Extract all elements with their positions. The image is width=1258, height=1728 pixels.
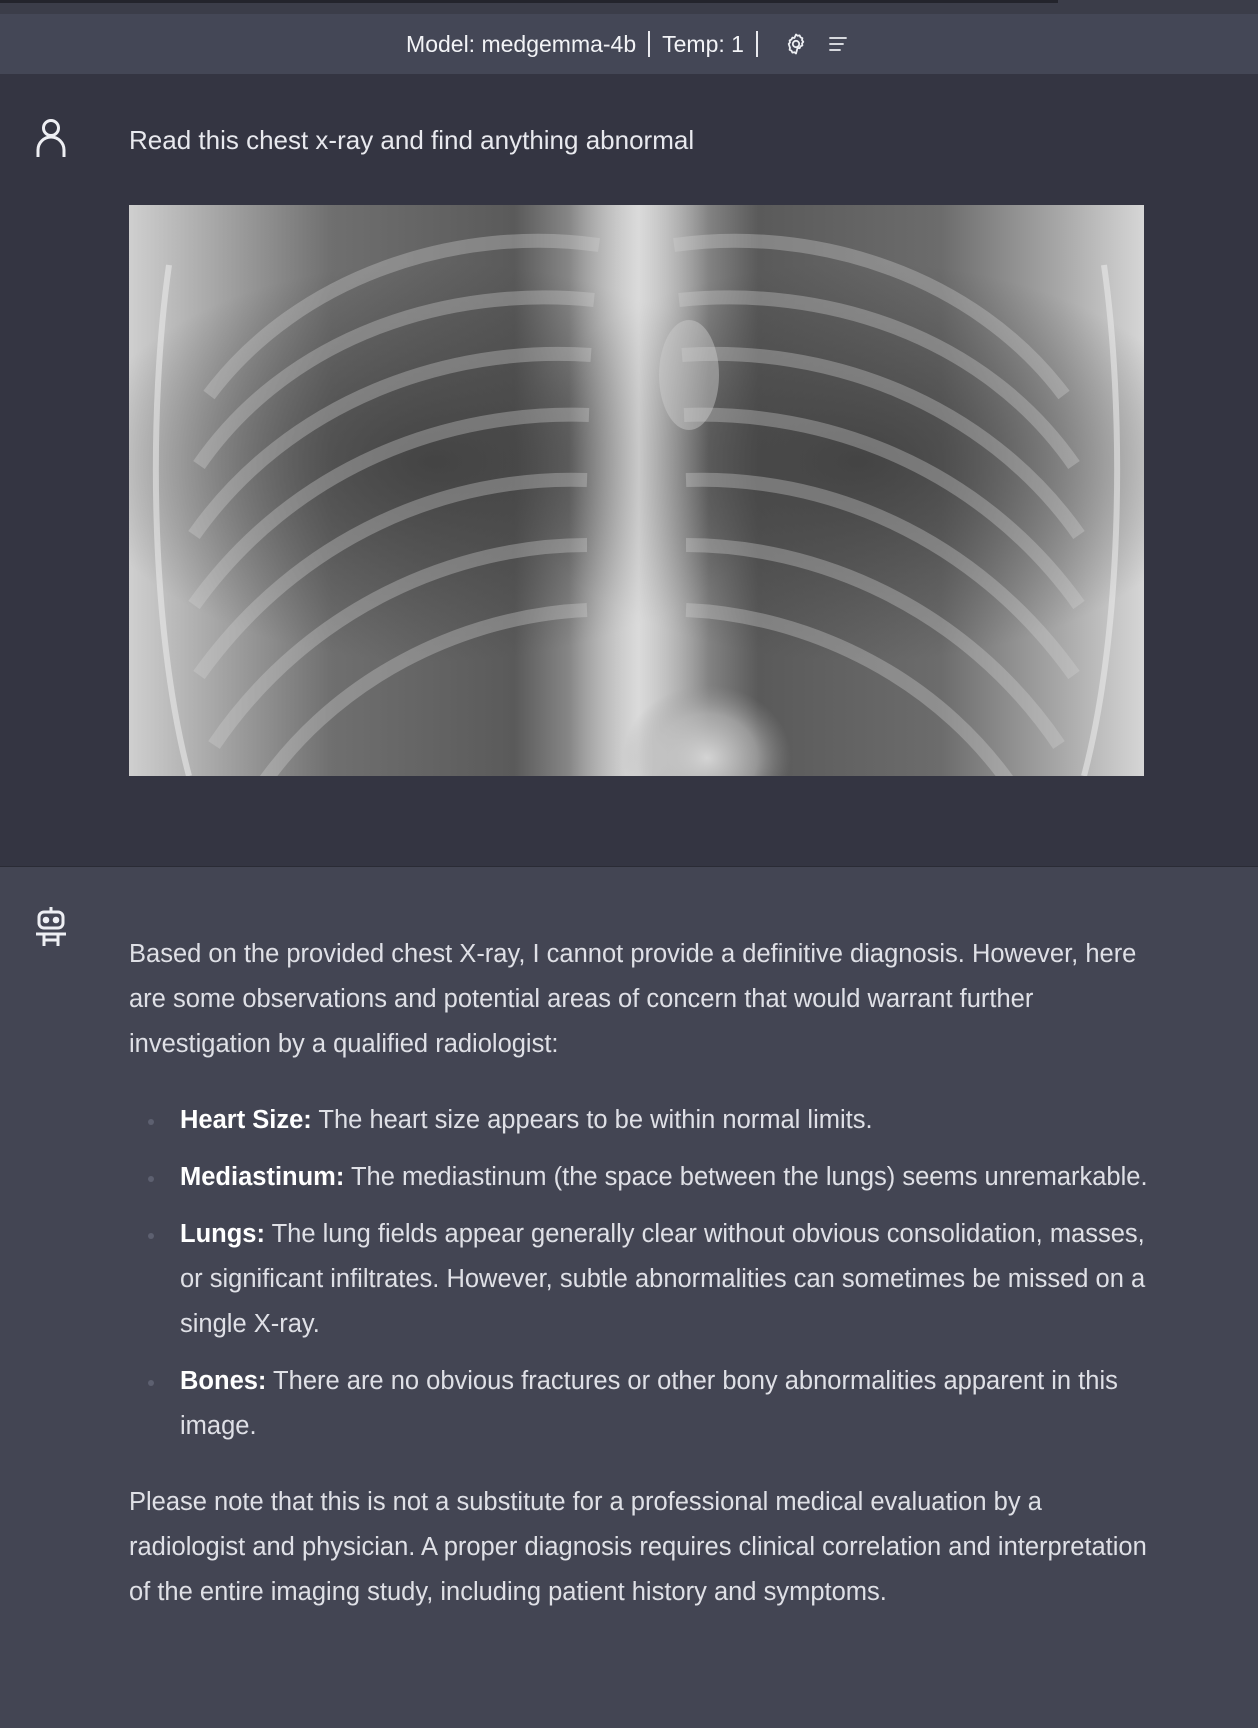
menu-button[interactable] bbox=[824, 30, 852, 58]
user-avatar bbox=[31, 116, 71, 160]
user-message bbox=[0, 74, 1258, 867]
header-divider bbox=[756, 31, 758, 57]
finding-text: The lung fields appear generally clear without obvious consolidation, masses, or significant infiltrates. However, subtle abnormalities can sometimes be missed on a single X-ray. bbox=[180, 1220, 1146, 1338]
chest-xray-image[interactable] bbox=[129, 205, 1144, 776]
response-intro: Based on the provided chest X-ray, I cannot provide a definitive diagnosis. However, here are some observations and potential areas of concern that would warrant further investigation by a qualified radiologist: bbox=[129, 940, 1137, 1058]
finding-text: There are no obvious fractures or other bony abnormalities apparent in this image. bbox=[180, 1367, 1118, 1440]
settings-button[interactable] bbox=[782, 30, 810, 58]
list-item bbox=[180, 1098, 1159, 1143]
top-scroll-strip bbox=[0, 0, 1258, 14]
finding-label: Lungs: bbox=[180, 1220, 265, 1248]
list-item bbox=[180, 1359, 1159, 1449]
horizontal-scrollbar-thumb[interactable] bbox=[0, 0, 1058, 3]
chat-header bbox=[0, 14, 1258, 74]
finding-text: The heart size appears to be within normal limits. bbox=[311, 1106, 873, 1134]
gear-icon bbox=[784, 32, 808, 56]
menu-lines-icon bbox=[826, 32, 850, 56]
list-item bbox=[180, 1212, 1159, 1347]
user-message-text: Read this chest x-ray and find anything abnormal bbox=[129, 125, 695, 155]
header-divider bbox=[648, 31, 650, 57]
finding-label: Heart Size: bbox=[180, 1106, 312, 1134]
assistant-message bbox=[0, 867, 1258, 1728]
finding-text: The mediastinum (the space between the lungs) seems unremarkable. bbox=[344, 1163, 1148, 1191]
response-closing: Please note that this is not a substitute for a professional medical evaluation by a radiologist and physician. A proper diagnosis requires clinical correlation and interpretation of the entire imaging study, including patient history and symptoms. bbox=[129, 1488, 1147, 1606]
model-label[interactable]: Model: medgemma-4b bbox=[406, 30, 637, 57]
assistant-response bbox=[129, 932, 1159, 1615]
finding-label: Bones: bbox=[180, 1367, 267, 1395]
temperature-label[interactable]: Temp: 1 bbox=[662, 30, 744, 57]
findings-list bbox=[129, 1098, 1159, 1449]
finding-label: Mediastinum: bbox=[180, 1163, 345, 1191]
list-item bbox=[180, 1155, 1159, 1200]
user-icon bbox=[34, 117, 68, 159]
robot-icon bbox=[34, 906, 68, 948]
assistant-avatar bbox=[31, 905, 71, 949]
